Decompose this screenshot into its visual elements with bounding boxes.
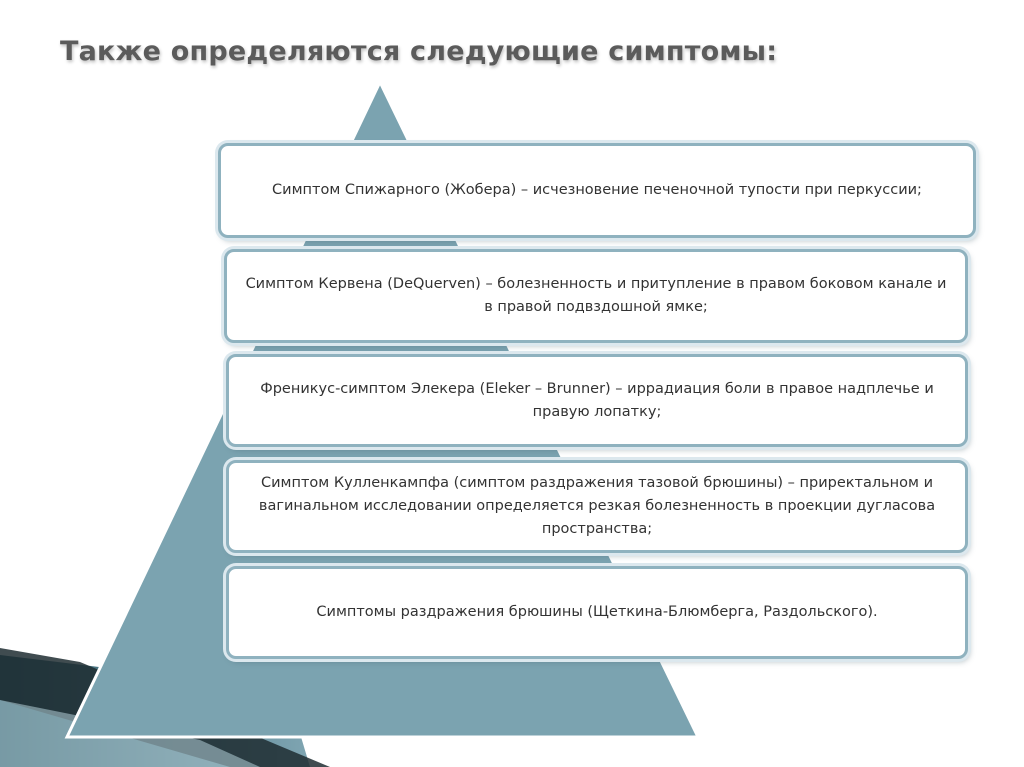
- symptom-text: Симптом Кервена (DeQuerven) – болезненность и притупление в правом боковом канале и в правой подвздошной ямке;: [245, 276, 947, 315]
- symptom-text: Френикус-симптом Элекера (Eleker – Brunner) – иррадиация боли в правое надплечье и правую лопатку;: [260, 380, 934, 420]
- slide-title: Также определяются следующие симптомы:: [60, 36, 778, 67]
- symptom-box-kullenkampf: [226, 460, 968, 553]
- symptom-text: Симптом Спижарного (Жобера) – исчезновение печеночной тупости при перкуссии;: [272, 182, 922, 198]
- symptom-box-peritoneum: [226, 566, 968, 659]
- symptom-box-kerven: [224, 249, 968, 343]
- symptom-box-spizharny: [218, 143, 976, 238]
- symptom-box-eleker: [226, 354, 968, 447]
- symptom-text: Симптомы раздражения брюшины (Щеткина-Блюмберга, Раздольского).: [316, 604, 878, 620]
- symptom-text: Симптом Кулленкампфа (симптом раздражения тазовой брюшины) – приректальном и вагинальном исследовании определяется резкая болезненность в проекции дугласова пространства;: [258, 475, 936, 537]
